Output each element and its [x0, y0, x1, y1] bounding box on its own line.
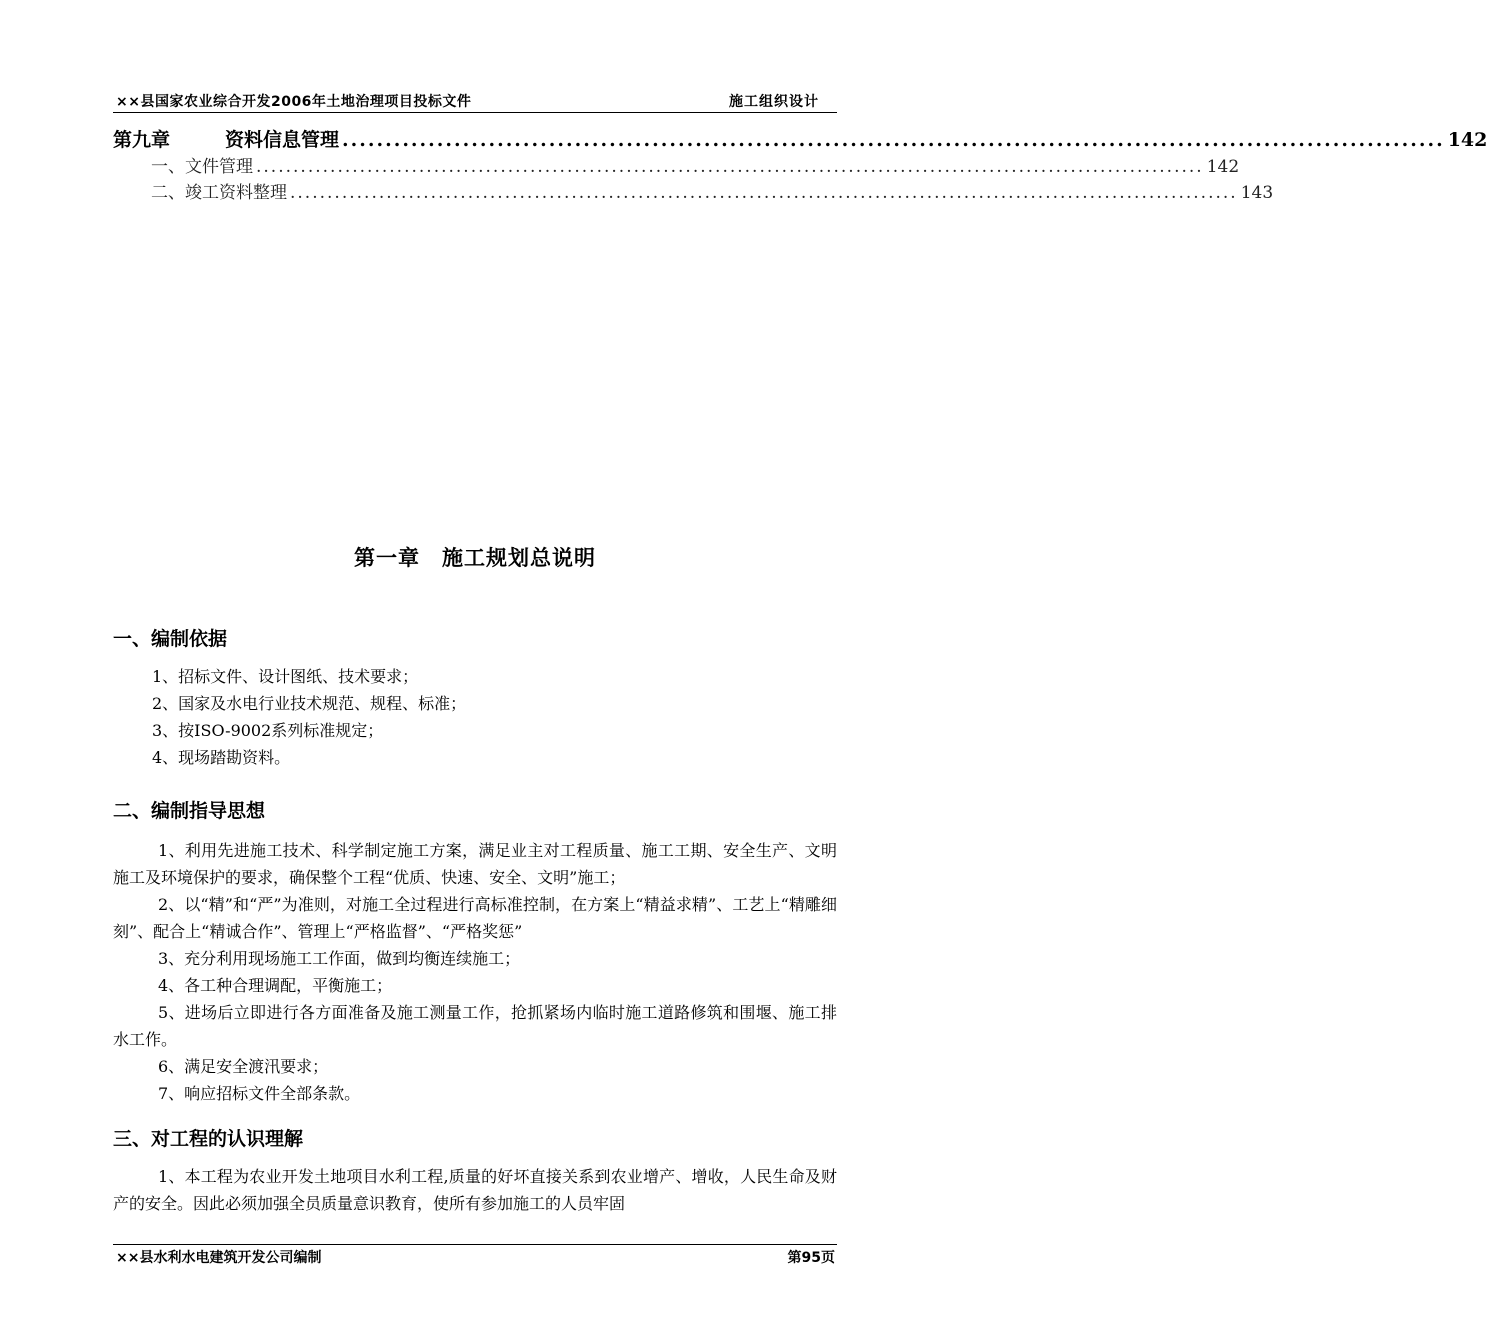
section-heading: 一、编制依据	[113, 628, 228, 650]
section-heading: 二、编制指导思想	[113, 800, 266, 822]
footer-company: ××县水利水电建筑开发公司编制	[116, 1250, 322, 1266]
list-item: 2、国家及水电行业技术规范、规程、标准；	[152, 694, 467, 713]
paragraph: 1、利用先进施工技术、科学制定施工方案，满足业主对工程质量、施工工期、安全生产、文明施工及环境保护的要求，确保整个工程“优质、快速、安全、文明”施工；	[113, 841, 837, 887]
toc-section-entry[interactable]	[113, 180, 1274, 206]
paragraph: 2、以“精”和“严”为准则，对施工全过程进行高标准控制，在方案上“精益求精”、工艺上“精雕细刻”、配合上“精诚合作”、管理上“严格监督”、“严格奖惩”	[113, 895, 837, 941]
toc-chapter-number: 第九章	[113, 129, 171, 151]
paragraph: 4、各工种合理调配，平衡施工；	[158, 976, 393, 995]
page-header	[113, 88, 837, 113]
header-document-title: ××县国家农业综合开发2006年土地治理项目投标文件	[116, 94, 472, 110]
footer-page-number: 第95页	[787, 1250, 835, 1266]
header-section-title: 施工组织设计	[729, 94, 819, 110]
paragraph: 5、进场后立即进行各方面准备及施工测量工作，抢抓紧场内临时施工道路修筑和围堰、施工排水工作。	[113, 1003, 837, 1049]
table-of-contents	[113, 126, 1487, 206]
paragraph: 7、响应招标文件全部条款。	[158, 1084, 361, 1103]
toc-leader-dots: ................................................................................................................................	[342, 129, 1445, 151]
toc-chapter-entry[interactable]	[113, 126, 1487, 154]
toc-section-title: 一、文件管理	[151, 157, 253, 177]
toc-leader-dots: ................................................................................................................................	[290, 183, 1238, 203]
project-understanding	[113, 1163, 837, 1217]
list-item: 4、现场踏勘资料。	[152, 748, 291, 767]
basis-list	[152, 663, 466, 771]
toc-chapter-title: 资料信息管理	[225, 129, 340, 151]
guiding-principles	[113, 837, 837, 1107]
paragraph: 1、本工程为农业开发土地项目水利工程,质量的好坏直接关系到农业增产、增收，人民生命及财产的安全。因此必须加强全员质量意识教育，使所有参加施工的人员牢固	[113, 1167, 837, 1213]
toc-leader-dots: ................................................................................................................................	[256, 157, 1204, 177]
toc-page-number: 142	[1447, 129, 1487, 151]
paragraph: 6、满足安全渡汛要求；	[158, 1057, 329, 1076]
list-item: 3、按ISO-9002系列标准规定；	[152, 721, 384, 740]
chapter-title: 第一章 施工规划总说明	[354, 546, 596, 570]
toc-chapter-label	[113, 126, 339, 154]
paragraph: 3、充分利用现场施工工作面，做到均衡连续施工；	[158, 949, 521, 968]
toc-page-number: 142	[1206, 157, 1240, 177]
section-heading: 三、对工程的认识理解	[113, 1128, 304, 1150]
list-item: 1、招标文件、设计图纸、技术要求；	[152, 667, 419, 686]
toc-section-title: 二、竣工资料整理	[151, 183, 287, 203]
toc-section-entry[interactable]	[113, 154, 1240, 180]
page-footer	[113, 1244, 837, 1267]
toc-page-number: 143	[1240, 183, 1274, 203]
